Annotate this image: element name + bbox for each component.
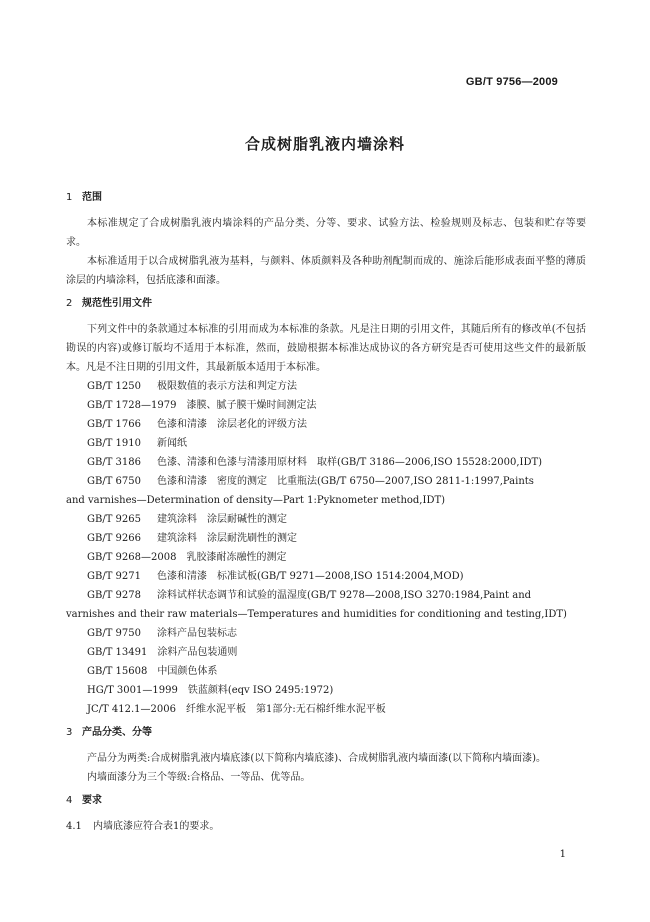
- reference-title: 极限数值的表示方法和判定方法: [157, 381, 297, 392]
- reference-title: 新闻纸: [157, 438, 187, 449]
- section-title: 范围: [82, 192, 102, 203]
- reference-item: [66, 643, 586, 662]
- reference-item: [66, 396, 586, 415]
- reference-item: [66, 453, 586, 472]
- document-body: [66, 188, 586, 836]
- reference-title: 色漆、清漆和色漆与清漆用原材料 取样(GB/T 3186—2006,ISO 15528:2000,IDT): [157, 457, 543, 468]
- reference-title: 涂料试样状态调节和试验的温湿度(GB/T 9278—2008,ISO 3270:1984,Paint and: [157, 590, 532, 601]
- reference-item: [66, 548, 586, 567]
- scope-paragraph-2: 本标准适用于以合成树脂乳液为基料，与颜料、体质颜料及各种助剂配制而成的、施涂后能形成表面平整的薄质涂层的内墙涂料，包括底漆和面漆。: [66, 256, 586, 286]
- reference-title: 色漆和清漆 标准试板(GB/T 9271—2008,ISO 1514:2004,MOD): [157, 571, 464, 582]
- classification-paragraph-1: 产品分为两类:合成树脂乳液内墙底漆(以下简称内墙底漆)、合成树脂乳液内墙面漆(以下简称内墙面漆)。: [87, 753, 546, 764]
- reference-item: [66, 681, 586, 700]
- reference-title: 纤维水泥平板 第1部分:无石棉纤维水泥平板: [185, 704, 386, 715]
- section-title: 要求: [82, 795, 102, 806]
- section-4-heading: [66, 791, 586, 810]
- reference-item: [66, 472, 586, 491]
- page-number: 1: [559, 849, 566, 860]
- reference-title-continued: varnishes and their raw materials—Temperatures and humidities for conditioning and testing,IDT): [66, 609, 567, 620]
- section-2-heading: [66, 294, 586, 313]
- references-intro: 下列文件中的条款通过本标准的引用而成为本标准的条款。凡是注日期的引用文件，其随后所有的修改单(不包括勘误的内容)或修订版均不适用于本标准，然而，鼓励根据本标准达成协议的各方研究是否可使用这些文件的最新版本。凡是不注日期的引用文件，其最新版本适用于本标准。: [66, 324, 586, 373]
- reference-code: GB/T 13491: [87, 647, 148, 658]
- reference-title-continued: and varnishes—Determination of density—Part 1:Pyknometer method,IDT): [66, 495, 446, 506]
- reference-code: GB/T 3186: [87, 457, 142, 468]
- reference-title: 乳胶漆耐冻融性的测定: [186, 552, 287, 563]
- clause-4-1: [66, 817, 586, 836]
- section-title: 规范性引用文件: [82, 298, 152, 309]
- section-number: 1: [66, 192, 73, 203]
- section-number: 3: [66, 727, 73, 738]
- reference-code: GB/T 1910: [87, 438, 142, 449]
- reference-title: 漆膜、腻子膜干燥时间测定法: [186, 400, 317, 411]
- reference-code: GB/T 9266: [87, 533, 142, 544]
- standard-code: GB/T 9756—2009: [465, 76, 558, 88]
- section-3-heading: [66, 723, 586, 742]
- reference-item: [66, 662, 586, 681]
- section-number: 2: [66, 298, 73, 309]
- reference-title: 铁蓝颜料(eqv ISO 2495:1972): [187, 685, 334, 696]
- reference-item: [66, 700, 586, 719]
- reference-item: [66, 510, 586, 529]
- reference-code: GB/T 1250: [87, 381, 142, 392]
- reference-code: GB/T 9750: [87, 628, 142, 639]
- reference-item: [66, 434, 586, 453]
- clause-number: 4.1: [66, 821, 82, 832]
- reference-item: [66, 377, 586, 396]
- reference-code: GB/T 9278: [87, 590, 142, 601]
- classification-paragraph-2: 内墙面漆分为三个等级:合格品、一等品、优等品。: [87, 772, 311, 783]
- reference-title: 涂料产品包装通则: [157, 647, 238, 658]
- reference-code: GB/T 6750: [87, 476, 142, 487]
- reference-code: GB/T 9265: [87, 514, 142, 525]
- reference-code: GB/T 9268—2008: [87, 552, 177, 563]
- reference-title: 涂料产品包装标志: [157, 628, 237, 639]
- reference-item: [66, 415, 586, 434]
- clause-text: 内墙底漆应符合表1的要求。: [93, 821, 220, 832]
- document-title: 合成树脂乳液内墙涂料: [244, 135, 405, 153]
- scope-paragraph-1: 本标准规定了合成树脂乳液内墙涂料的产品分类、分等、要求、试验方法、检验规则及标志、包装和贮存等要求。: [66, 218, 586, 248]
- section-number: 4: [66, 795, 73, 806]
- reference-item: [66, 624, 586, 643]
- reference-code: HG/T 3001—1999: [87, 685, 178, 696]
- reference-item: [66, 586, 586, 605]
- reference-code: GB/T 1766: [87, 419, 142, 430]
- reference-title: 色漆和清漆 涂层老化的评级方法: [157, 419, 307, 430]
- reference-title: 建筑涂料 涂层耐碱性的测定: [157, 514, 287, 525]
- reference-code: GB/T 1728—1979: [87, 400, 177, 411]
- reference-title: 中国颜色体系: [157, 666, 218, 677]
- reference-list: [66, 377, 586, 719]
- section-title: 产品分类、分等: [82, 727, 152, 738]
- section-1-heading: [66, 188, 586, 207]
- reference-item: [66, 529, 586, 548]
- reference-title: 色漆和清漆 密度的测定 比重瓶法(GB/T 6750—2007,ISO 2811-1:1997,Paints: [157, 476, 534, 487]
- reference-item: [66, 567, 586, 586]
- reference-title: 建筑涂料 涂层耐洗刷性的测定: [157, 533, 297, 544]
- reference-code: JC/T 412.1—2006: [87, 704, 176, 715]
- reference-code: GB/T 9271: [87, 571, 142, 582]
- reference-code: GB/T 15608: [87, 666, 148, 677]
